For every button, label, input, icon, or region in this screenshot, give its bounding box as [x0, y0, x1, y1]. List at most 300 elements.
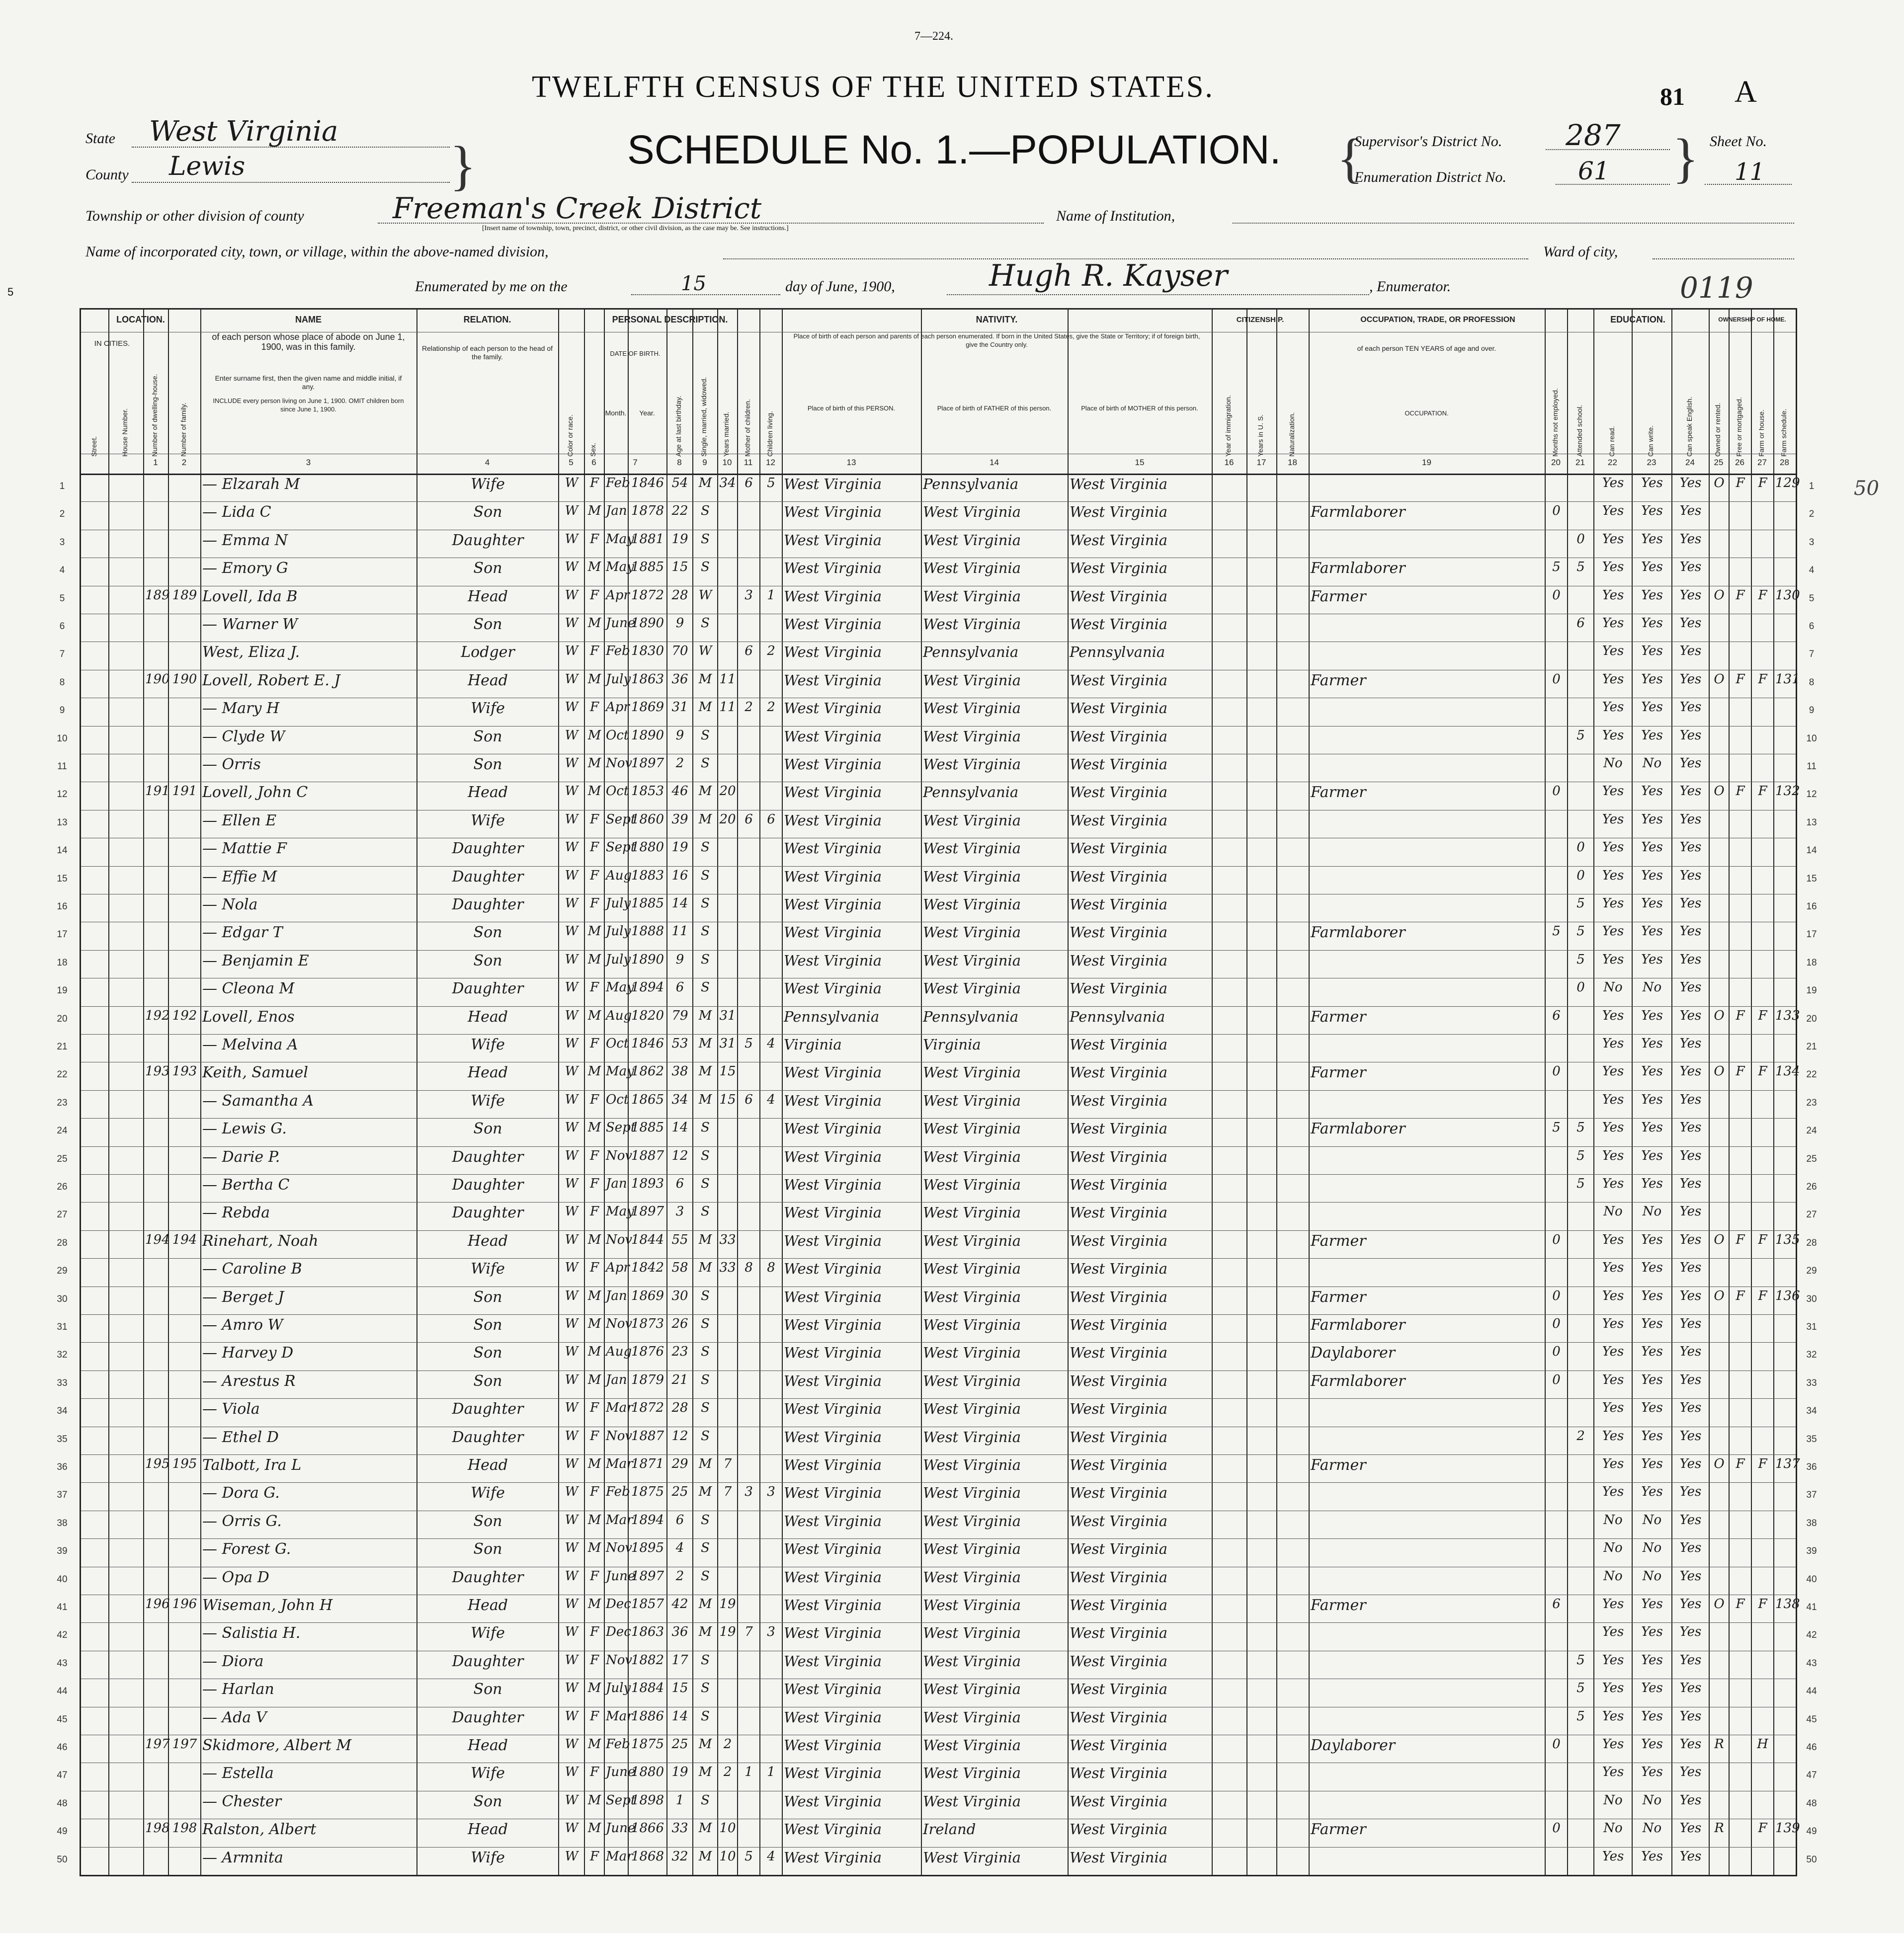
- cell-occ: Farmlaborer: [1311, 560, 1406, 577]
- cell-wr: Yes: [1641, 896, 1663, 911]
- cell-bm: West Virginia: [1070, 1652, 1168, 1670]
- cell-sp: Yes: [1679, 1288, 1702, 1303]
- cell-age: 54: [671, 476, 688, 490]
- cell-bp: West Virginia: [784, 784, 882, 801]
- cell-rel: Daughter: [452, 1428, 524, 1446]
- column-number: 28: [1780, 458, 1789, 467]
- line-number-left: 27: [57, 1209, 68, 1220]
- cell-bf: West Virginia: [923, 1512, 1021, 1530]
- cell-bm: West Virginia: [1070, 1288, 1168, 1305]
- state-value: West Virginia: [149, 115, 338, 148]
- cell-bp: West Virginia: [784, 644, 882, 661]
- cell-yr: 1875: [631, 1737, 664, 1752]
- cell-yr: 1886: [631, 1708, 664, 1724]
- table-row: [81, 1819, 1800, 1847]
- cell-yr: 1844: [631, 1232, 664, 1247]
- cell-sp: Yes: [1679, 896, 1702, 911]
- line-number-left: 16: [57, 901, 68, 912]
- line-number-left: 7: [59, 649, 65, 660]
- line-number-right: 41: [1806, 1602, 1817, 1612]
- line-number-left: 47: [57, 1770, 68, 1781]
- cell-yr: 1880: [631, 1765, 664, 1780]
- cell-sex: F: [589, 1092, 599, 1107]
- cell-dw: 197: [145, 1737, 170, 1752]
- cell-sex: F: [589, 587, 599, 603]
- cell-wr: Yes: [1641, 1681, 1663, 1696]
- cell-col: W: [565, 1512, 579, 1528]
- cell-age: 36: [671, 671, 688, 687]
- cell-wr: Yes: [1641, 1344, 1663, 1360]
- cell-age: 12: [671, 1428, 688, 1444]
- cell-bp: West Virginia: [784, 616, 882, 633]
- table-row: [81, 1538, 1796, 1566]
- cell-bm: West Virginia: [1070, 1092, 1168, 1109]
- cell-sp: Yes: [1679, 1765, 1702, 1780]
- cell-sex: M: [587, 1316, 601, 1331]
- cell-ne: 5: [1552, 560, 1561, 575]
- cell-age: 9: [675, 952, 684, 967]
- cell-yr: 1885: [631, 560, 664, 575]
- cell-mort: F: [1736, 1456, 1745, 1471]
- cell-rd: No: [1603, 1821, 1623, 1836]
- line-number-left: 39: [57, 1546, 68, 1557]
- cell-bm: West Virginia: [1070, 1064, 1168, 1081]
- cell-rel: Son: [473, 503, 502, 521]
- cell-ym: 33: [719, 1232, 736, 1247]
- cell-sex: M: [587, 924, 601, 939]
- column-number: 10: [722, 458, 732, 467]
- table-row: [81, 782, 1800, 809]
- cell-rd: Yes: [1602, 1120, 1624, 1135]
- line-number-right: 6: [1809, 621, 1815, 632]
- line-number-left: 23: [57, 1097, 68, 1108]
- cell-li: 1: [767, 587, 775, 603]
- cell-bm: West Virginia: [1070, 1120, 1168, 1137]
- line-number-left: 43: [57, 1658, 68, 1669]
- cell-own: O: [1714, 1288, 1725, 1303]
- cell-name: — Chester: [202, 1792, 282, 1810]
- cell-sp: Yes: [1679, 1512, 1702, 1528]
- header-month: Month.: [605, 409, 627, 417]
- cell-rd: Yes: [1602, 644, 1624, 659]
- cell-wr: Yes: [1641, 1484, 1663, 1500]
- line-number-left: 50: [57, 1854, 68, 1865]
- cell-sex: M: [587, 756, 601, 771]
- cell-bp: West Virginia: [784, 1708, 882, 1726]
- column-number: 20: [1551, 458, 1561, 467]
- cell-fs: 133: [1775, 1008, 1800, 1023]
- cell-sex: M: [587, 503, 601, 519]
- column-number: 5: [569, 458, 574, 467]
- line-number-left: 41: [57, 1602, 68, 1612]
- cell-age: 4: [675, 1540, 684, 1556]
- cell-wr: Yes: [1641, 1456, 1663, 1471]
- cell-sex: M: [587, 727, 601, 743]
- cell-fs: 135: [1775, 1232, 1800, 1247]
- cell-bp: West Virginia: [784, 1568, 882, 1586]
- column-number: 19: [1422, 458, 1431, 467]
- cell-wr: Yes: [1641, 1849, 1663, 1864]
- cell-mar: M: [698, 1456, 712, 1471]
- header-mother-of: Mother of children.: [743, 399, 751, 457]
- line-number-left: 49: [57, 1826, 68, 1837]
- cell-yr: 1893: [631, 1176, 664, 1191]
- cell-col: W: [565, 1765, 579, 1780]
- cell-bf: West Virginia: [923, 1708, 1021, 1726]
- cell-rd: Yes: [1602, 1036, 1624, 1051]
- cell-rd: Yes: [1602, 476, 1624, 490]
- cell-bp: Pennsylvania: [784, 1008, 880, 1025]
- cell-mar: S: [701, 616, 710, 631]
- cell-sp: Yes: [1679, 644, 1702, 659]
- cell-fa: 196: [172, 1597, 197, 1611]
- cell-mon: Nov: [606, 1232, 633, 1247]
- cell-col: W: [565, 756, 579, 771]
- cell-bf: West Virginia: [923, 671, 1021, 689]
- line-number-right: 4: [1809, 565, 1815, 576]
- cell-bp: West Virginia: [784, 1232, 882, 1249]
- cell-mar: M: [698, 1036, 712, 1051]
- cell-mar: S: [701, 531, 710, 547]
- cell-ym: 15: [719, 1092, 736, 1107]
- table-row: [81, 1202, 1796, 1230]
- cell-sp: Yes: [1679, 1148, 1702, 1163]
- cell-rel: Daughter: [452, 1708, 524, 1726]
- cell-mon: Feb: [606, 1484, 630, 1500]
- cell-name: — Orris: [202, 756, 261, 773]
- cell-ne: 0: [1552, 1288, 1561, 1303]
- county-value: Lewis: [169, 152, 246, 181]
- cell-wr: Yes: [1641, 811, 1663, 827]
- cell-dw: 194: [145, 1232, 170, 1247]
- line-number-right: 31: [1806, 1322, 1817, 1332]
- cell-sp: Yes: [1679, 952, 1702, 967]
- line-number-right: 7: [1809, 649, 1815, 660]
- cell-sp: Yes: [1679, 1176, 1702, 1191]
- cell-sp: Yes: [1679, 1120, 1702, 1135]
- cell-rd: Yes: [1602, 1737, 1624, 1752]
- cell-mon: May: [606, 1064, 634, 1079]
- enumerated-pre: Enumerated by me on the: [415, 278, 568, 295]
- cell-sex: M: [587, 1288, 601, 1303]
- cell-col: W: [565, 1036, 579, 1051]
- cell-sex: F: [589, 1176, 599, 1191]
- line-number-right: 18: [1806, 957, 1817, 968]
- cell-occ: Farmer: [1311, 1288, 1366, 1306]
- cell-occ: Farmer: [1311, 1232, 1366, 1250]
- cell-name: — Elzarah M: [202, 476, 300, 493]
- header-citizenship: CITIZENSHIP.: [1236, 316, 1284, 324]
- cell-rel: Head: [467, 1008, 508, 1026]
- cell-wr: Yes: [1641, 784, 1663, 799]
- cell-mar: M: [698, 476, 712, 490]
- cell-name: — Emory G: [202, 560, 288, 577]
- column-number: 6: [591, 458, 596, 467]
- line-number-left: 15: [57, 873, 68, 884]
- cell-age: 58: [671, 1260, 688, 1276]
- cell-age: 3: [675, 1204, 684, 1219]
- cell-age: 19: [671, 531, 688, 547]
- cell-bp: West Virginia: [784, 700, 882, 717]
- cell-rel: Wife: [471, 1092, 505, 1110]
- line-number-right: 24: [1806, 1126, 1817, 1136]
- cell-col: W: [565, 1288, 579, 1303]
- cell-fs: 138: [1775, 1597, 1800, 1611]
- cell-sp: Yes: [1679, 1681, 1702, 1696]
- cell-rd: Yes: [1602, 700, 1624, 715]
- cell-name: — Nola: [202, 896, 258, 913]
- cell-bm: West Virginia: [1070, 727, 1168, 745]
- line-number-left: 37: [57, 1490, 68, 1501]
- cell-yr: 1890: [631, 727, 664, 743]
- cell-bf: West Virginia: [923, 1344, 1021, 1362]
- line-number-right: 35: [1806, 1434, 1817, 1445]
- cell-bp: West Virginia: [784, 1148, 882, 1165]
- line-number-left: 13: [57, 817, 68, 828]
- cell-name: — Ada V: [202, 1708, 267, 1726]
- column-number: 9: [702, 458, 707, 467]
- cell-own: R: [1714, 1821, 1724, 1836]
- cell-bp: West Virginia: [784, 1624, 882, 1642]
- cell-yr: 1897: [631, 1568, 664, 1584]
- cell-mon: May: [606, 560, 634, 575]
- ward-label: Ward of city,: [1543, 243, 1618, 260]
- cell-bf: West Virginia: [923, 1765, 1021, 1782]
- column-number: 2: [181, 458, 187, 467]
- cell-mar: S: [701, 924, 710, 939]
- cell-col: W: [565, 980, 579, 995]
- cell-att: 0: [1576, 868, 1585, 883]
- cell-mon: Oct: [606, 1092, 629, 1107]
- cell-bf: West Virginia: [923, 1204, 1021, 1221]
- cell-rd: Yes: [1602, 671, 1624, 687]
- cell-occ: Farmer: [1311, 784, 1366, 802]
- cell-mon: May: [606, 980, 634, 995]
- cell-name: — Melvina A: [202, 1036, 298, 1053]
- cell-age: 11: [671, 924, 688, 939]
- cell-name: Rinehart, Noah: [202, 1232, 319, 1250]
- cell-age: 38: [671, 1064, 688, 1079]
- header-birth-father: Place of birth of FATHER of this person.: [937, 404, 1052, 412]
- cell-sp: Yes: [1679, 1204, 1702, 1219]
- table-row: [81, 1062, 1800, 1090]
- cell-col: W: [565, 644, 579, 659]
- cell-farm: F: [1758, 587, 1767, 603]
- cell-bf: West Virginia: [923, 1120, 1021, 1137]
- cell-mar: W: [698, 644, 712, 659]
- cell-mon: July: [606, 952, 631, 967]
- cell-age: 29: [671, 1456, 688, 1471]
- line-number-left: 21: [57, 1042, 68, 1052]
- cell-bf: West Virginia: [923, 840, 1021, 857]
- cell-col: W: [565, 1681, 579, 1696]
- cell-mon: Mar: [606, 1456, 633, 1471]
- cell-col: W: [565, 1849, 579, 1864]
- cell-att: 2: [1576, 1428, 1585, 1444]
- cell-yr: 1878: [631, 503, 664, 519]
- cell-col: W: [565, 503, 579, 519]
- cell-farm: F: [1758, 1008, 1767, 1023]
- cell-yr: 1879: [631, 1372, 664, 1387]
- table-row: [81, 1034, 1796, 1062]
- cell-sp: Yes: [1679, 1821, 1702, 1836]
- cell-mon: Feb: [606, 476, 630, 490]
- cell-yr: 1866: [631, 1821, 664, 1836]
- cell-rd: Yes: [1602, 1484, 1624, 1500]
- line-number-left: 17: [57, 929, 68, 940]
- cell-rd: Yes: [1602, 1400, 1624, 1416]
- cell-mon: Sept: [606, 1120, 636, 1135]
- cell-mon: Mar: [606, 1708, 633, 1724]
- cell-bf: West Virginia: [923, 1176, 1021, 1193]
- cell-bm: West Virginia: [1070, 700, 1168, 717]
- cell-yr: 1882: [631, 1652, 664, 1668]
- cell-mar: S: [701, 1400, 710, 1416]
- cell-age: 21: [671, 1372, 688, 1387]
- city-label: Name of incorporated city, town, or village, within the above-named division,: [85, 243, 549, 260]
- cell-sex: M: [587, 1512, 601, 1528]
- cell-name: — Harvey D: [202, 1344, 294, 1362]
- cell-wr: Yes: [1641, 531, 1663, 547]
- cell-mar: S: [701, 1288, 710, 1303]
- cell-fs: 136: [1775, 1288, 1800, 1303]
- cell-rel: Head: [467, 1597, 508, 1614]
- cell-mon: Sept: [606, 811, 636, 827]
- header-birth-mother: Place of birth of MOTHER of this person.: [1081, 404, 1198, 412]
- cell-own: O: [1714, 1456, 1725, 1471]
- cell-bm: West Virginia: [1070, 1204, 1168, 1221]
- cell-bm: West Virginia: [1070, 476, 1168, 492]
- cell-rel: Head: [467, 1456, 508, 1474]
- cell-wr: Yes: [1641, 1064, 1663, 1079]
- cell-rel: Daughter: [452, 1568, 524, 1586]
- cell-sp: Yes: [1679, 924, 1702, 939]
- cell-rel: Head: [467, 1064, 508, 1082]
- cell-yr: 1895: [631, 1540, 664, 1556]
- cell-sex: M: [587, 1681, 601, 1696]
- cell-att: 5: [1576, 1708, 1585, 1724]
- cell-col: W: [565, 952, 579, 967]
- cell-name: — Ellen E: [202, 811, 277, 829]
- cell-yr: 1897: [631, 1204, 664, 1219]
- line-number-left: 9: [59, 705, 65, 716]
- cell-wr: Yes: [1641, 924, 1663, 939]
- cell-yr: 1890: [631, 616, 664, 631]
- cell-li: 2: [767, 700, 775, 715]
- cell-bp: West Virginia: [784, 1372, 882, 1389]
- cell-rd: Yes: [1602, 727, 1624, 743]
- cell-mar: S: [701, 1568, 710, 1584]
- table-row: [81, 866, 1796, 894]
- cell-sex: F: [589, 980, 599, 995]
- table-row: [81, 1791, 1796, 1819]
- cell-mar: M: [698, 1597, 712, 1611]
- cell-rel: Daughter: [452, 1176, 524, 1194]
- line-number-right: 42: [1806, 1630, 1817, 1641]
- left-mark-5: 5: [7, 286, 14, 298]
- cell-sex: M: [587, 1344, 601, 1360]
- cell-rd: Yes: [1602, 1232, 1624, 1247]
- cell-rel: Son: [473, 727, 502, 745]
- line-number-right: 34: [1806, 1406, 1817, 1417]
- line-number-left: 6: [59, 621, 65, 632]
- cell-col: W: [565, 1400, 579, 1416]
- cell-rd: No: [1603, 1568, 1623, 1584]
- header-sex: Sex.: [589, 442, 597, 457]
- cell-mon: Sept: [606, 840, 636, 855]
- cell-farm: F: [1758, 1232, 1767, 1247]
- state-label: State: [85, 130, 115, 147]
- cell-sp: Yes: [1679, 868, 1702, 883]
- cell-bp: West Virginia: [784, 671, 882, 689]
- cell-age: 26: [671, 1316, 688, 1331]
- header-can-speak: Can speak English.: [1685, 397, 1693, 457]
- cell-bf: West Virginia: [923, 1652, 1021, 1670]
- cell-col: W: [565, 840, 579, 855]
- cell-bp: Virginia: [784, 1036, 842, 1053]
- header-can-write: Can write.: [1647, 425, 1655, 457]
- cell-bp: West Virginia: [784, 1484, 882, 1502]
- cell-bm: West Virginia: [1070, 1036, 1168, 1053]
- cell-bf: West Virginia: [923, 616, 1021, 633]
- cell-bm: West Virginia: [1070, 840, 1168, 857]
- header-dwelling: Number of dwelling-house.: [151, 374, 159, 457]
- cell-bf: West Virginia: [923, 1484, 1021, 1502]
- line-number-left: 25: [57, 1153, 68, 1164]
- cell-mo: 5: [745, 1849, 753, 1864]
- cell-sp: Yes: [1679, 811, 1702, 827]
- cell-rd: No: [1603, 980, 1623, 995]
- line-number-left: 48: [57, 1798, 68, 1809]
- cell-rel: Son: [473, 952, 502, 969]
- line-number-right: 48: [1806, 1798, 1817, 1809]
- column-number: 23: [1647, 458, 1656, 467]
- cell-bp: West Virginia: [784, 587, 882, 605]
- cell-dw: 191: [145, 784, 170, 799]
- brace-right: {: [1337, 128, 1363, 188]
- cell-mort: F: [1736, 476, 1745, 490]
- line-number-left: 18: [57, 957, 68, 968]
- cell-bm: West Virginia: [1070, 1400, 1168, 1418]
- cell-bp: West Virginia: [784, 503, 882, 521]
- cell-mo: 6: [745, 811, 753, 827]
- cell-bm: West Virginia: [1070, 1512, 1168, 1530]
- header-name: NAME: [295, 315, 322, 324]
- cell-rd: Yes: [1602, 1344, 1624, 1360]
- cell-sex: M: [587, 1120, 601, 1135]
- cell-col: W: [565, 1148, 579, 1163]
- cell-sp: Yes: [1679, 1792, 1702, 1808]
- cell-dw: 193: [145, 1064, 170, 1079]
- cell-bm: West Virginia: [1070, 1681, 1168, 1698]
- cell-occ: Farmer: [1311, 671, 1366, 689]
- cell-bf: West Virginia: [923, 1681, 1021, 1698]
- cell-ne: 0: [1552, 1232, 1561, 1247]
- line-number-right: 1: [1809, 481, 1815, 491]
- cell-yr: 1876: [631, 1344, 664, 1360]
- cell-rd: Yes: [1602, 924, 1624, 939]
- cell-sp: Yes: [1679, 1456, 1702, 1471]
- cell-rd: Yes: [1602, 840, 1624, 855]
- cell-farm: F: [1758, 1821, 1767, 1836]
- column-number: 25: [1714, 458, 1724, 467]
- cell-wr: Yes: [1641, 644, 1663, 659]
- line-number-left: 26: [57, 1182, 68, 1192]
- line-number-right: 39: [1806, 1546, 1817, 1557]
- cell-wr: Yes: [1641, 503, 1663, 519]
- cell-rel: Son: [473, 1288, 502, 1306]
- cell-rel: Daughter: [452, 980, 524, 998]
